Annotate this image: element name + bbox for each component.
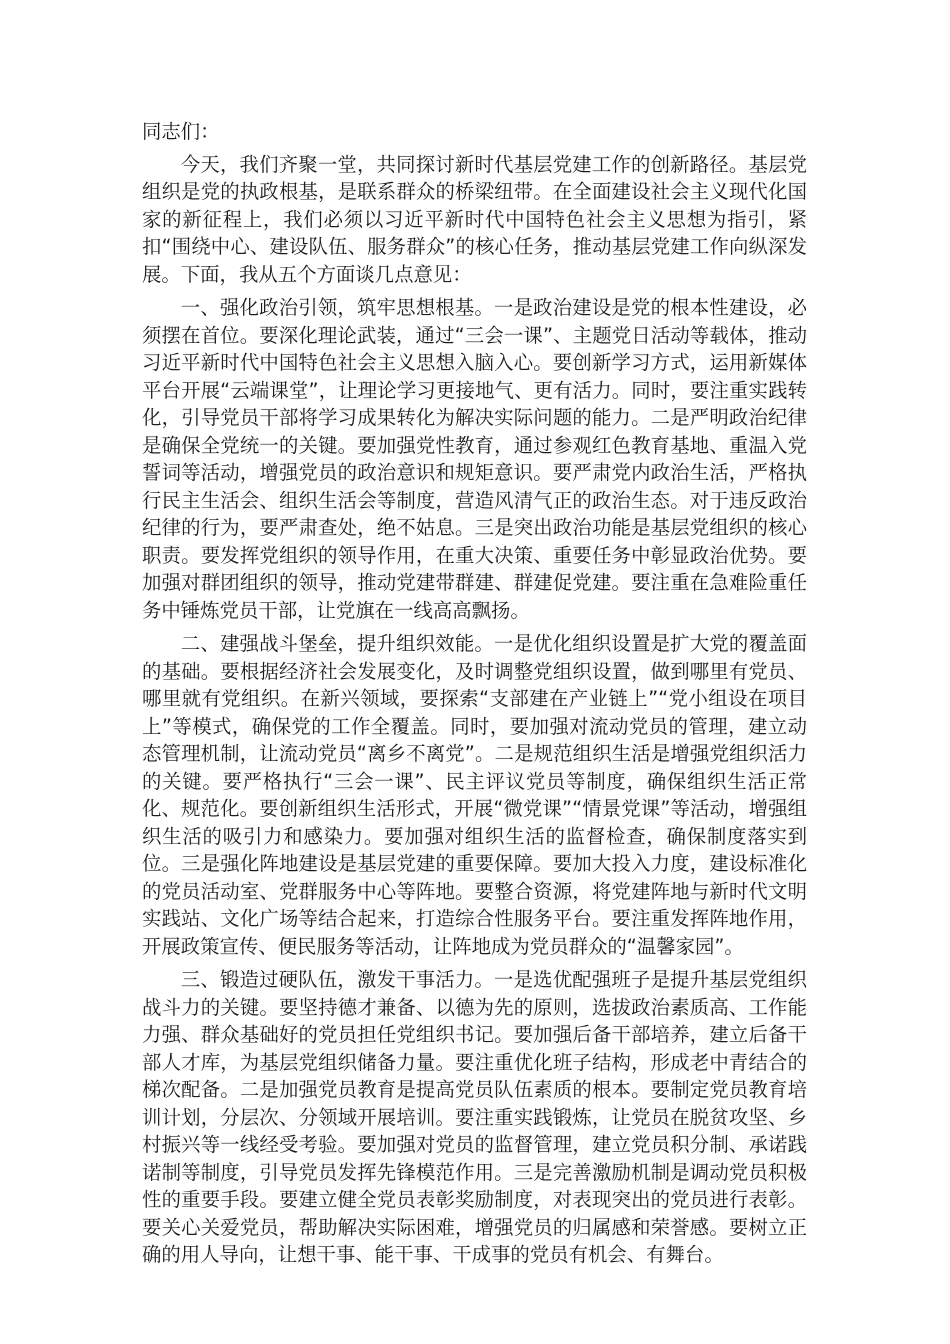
- paragraph-section-1: 一、强化政治引领，筑牢思想根基。一是政治建设是党的根本性建设，必须摆在首位。要深化理论武装，通过“三会一课”、主题党日活动等载体，推动习近平新时代中国特色社会主义思想入脑入心。要创新学习方式，运用新媒体平台开展“云端课堂”，让理论学习更接地气、更有活力。同时，要注重实践转化，引导党员干部将学习成果转化为解决实际问题的能力。二是严明政治纪律是确保全党统一的关键。要加强党性教育，通过参观红色教育基地、重温入党誓词等活动，增强党员的政治意识和规矩意识。要严肃党内政治生活，严格执行民主生活会、组织生活会等制度，营造风清气正的政治生态。对于违反政治纪律的行为，要严肃查处，绝不姑息。三是突出政治功能是基层党组织的核心职责。要发挥党组织的领导作用，在重大决策、重要任务中彰显政治优势。要加强对群团组织的领导，推动党建带群建、群建促党建。要注重在急难险重任务中锤炼党员干部，让党旗在一线高高飘扬。: [142, 296, 807, 622]
- document-page: [142, 118, 807, 1275]
- paragraph-section-3: 三、锻造过硬队伍，激发干事活力。一是选优配强班子是提升基层党组织战斗力的关键。要坚持德才兼备、以德为先的原则，选拔政治素质高、工作能力强、群众基础好的党员担任党组织书记。要加强后备干部培养，建立后备干部人才库，为基层党组织储备力量。要注重优化班子结构，形成老中青结合的梯次配备。二是加强党员教育是提高党员队伍素质的根本。要制定党员教育培训计划，分层次、分领域开展培训。要注重实践锻炼，让党员在脱贫攻坚、乡村振兴等一线经受考验。要加强对党员的监督管理，建立党员积分制、承诺践诺制等制度，引导党员发挥先锋模范作用。三是完善激励机制是调动党员积极性的重要手段。要建立健全党员表彰奖励制度，对表现突出的党员进行表彰。要关心关爱党员，帮助解决实际困难，增强党员的归属感和荣誉感。要树立正确的用人导向，让想干事、能干事、干成事的党员有机会、有舞台。: [142, 968, 807, 1266]
- salutation: 同志们：: [142, 120, 220, 143]
- paragraph-section-2: 二、建强战斗堡垒，提升组织效能。一是优化组织设置是扩大党的覆盖面的基础。要根据经济社会发展变化，及时调整党组织设置，做到哪里有党员、哪里就有党组织。在新兴领域，要探索“支部建在产业链上”“党小组设在项目上”等模式，确保党的工作全覆盖。同时，要加强对流动党员的管理，建立动态管理机制，让流动党员“离乡不离党”。二是规范组织生活是增强党组织活力的关键。要严格执行“三会一课”、民主评议党员等制度，确保组织生活正常化、规范化。要创新组织生活形式，开展“微党课”“情景党课”等活动，增强组织生活的吸引力和感染力。要加强对组织生活的监督检查，确保制度落实到位。三是强化阵地建设是基层党建的重要保障。要加大投入力度，建设标准化的党员活动室、党群服务中心等阵地。要整合资源，将党建阵地与新时代文明实践站、文化广场等结合起来，打造综合性服务平台。要注重发挥阵地作用，开展政策宣传、便民服务等活动，让阵地成为党员群众的“温馨家园”。: [142, 632, 807, 958]
- paragraph-intro: 今天，我们齐聚一堂，共同探讨新时代基层党建工作的创新路径。基层党组织是党的执政根基，是联系群众的桥梁纽带。在全面建设社会主义现代化国家的新征程上，我们必须以习近平新时代中国特色社会主义思想为指引，紧扣“围绕中心、建设队伍、服务群众”的核心任务，推动基层党建工作向纵深发展。下面，我从五个方面谈几点意见：: [142, 152, 807, 286]
